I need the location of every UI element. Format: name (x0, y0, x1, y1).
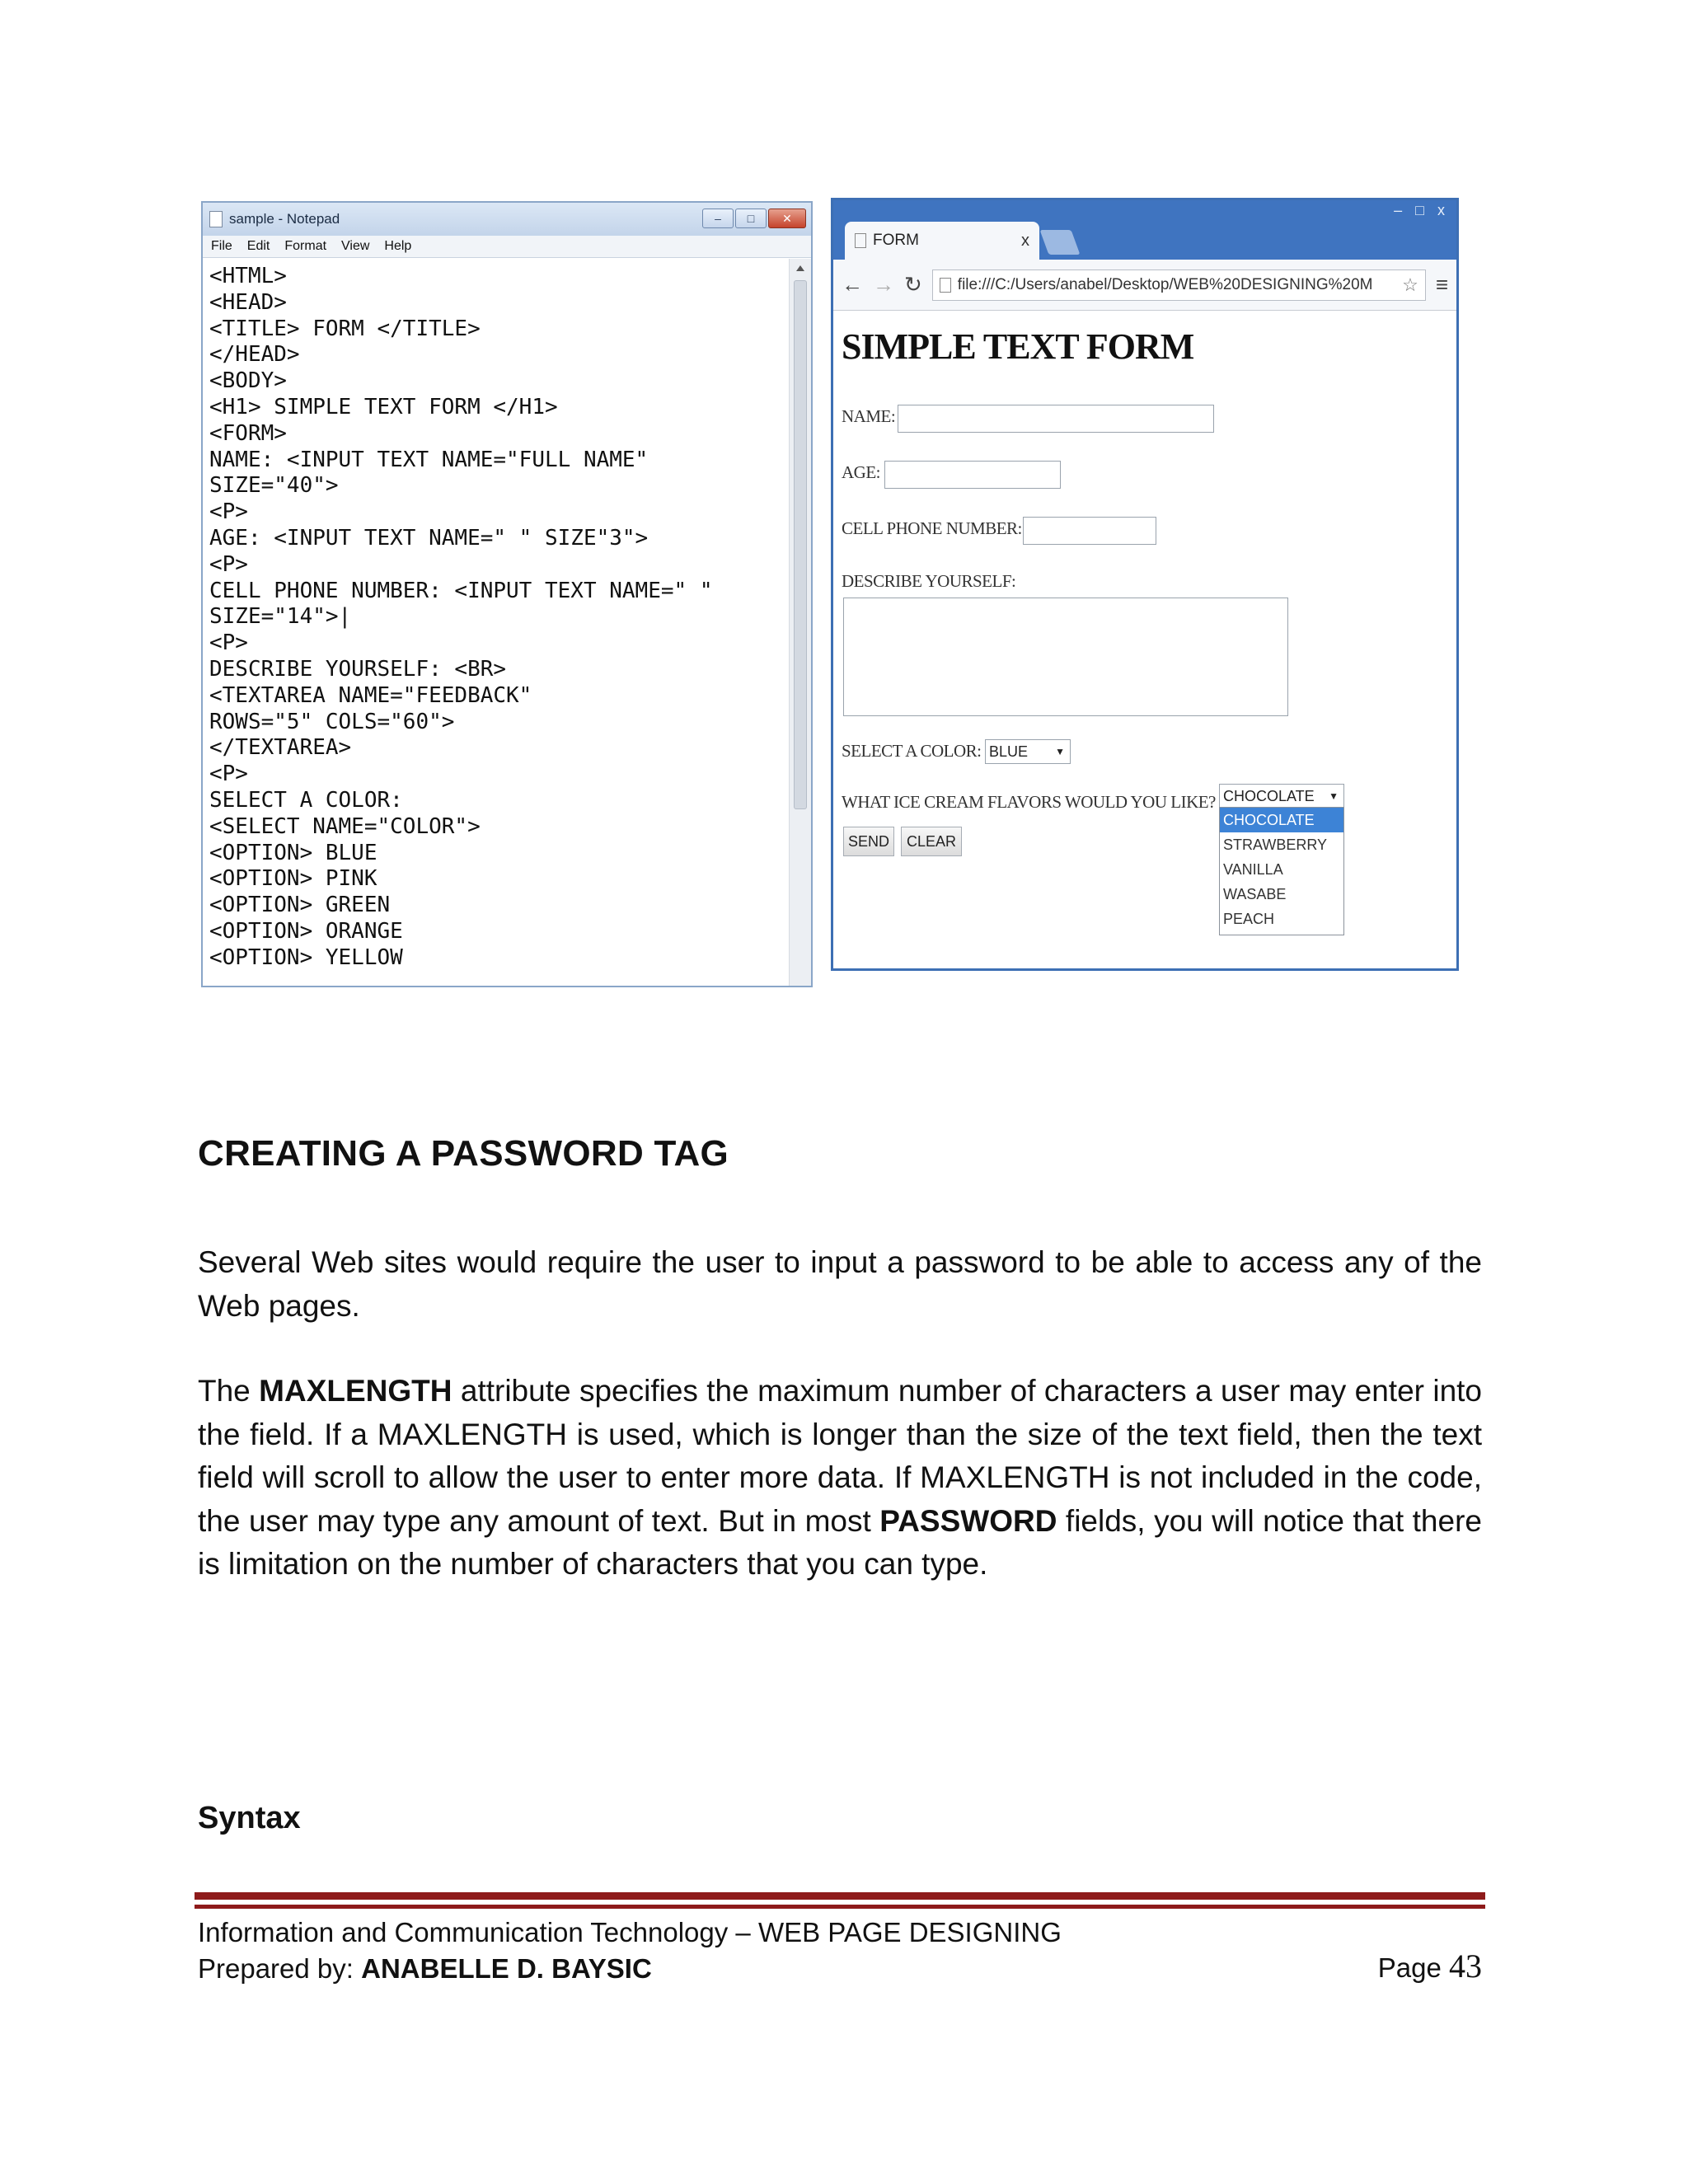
code-line: <HTML> (209, 264, 287, 288)
notepad-scrollbar[interactable] (789, 259, 811, 986)
menu-file[interactable]: File (211, 239, 232, 253)
age-input[interactable] (884, 461, 1061, 489)
cell-phone-input[interactable] (1023, 517, 1156, 545)
code-line: <P> (209, 630, 248, 656)
code-line: DESCRIBE YOURSELF: <BR> (209, 656, 507, 682)
code-line: <SELECT NAME="COLOR"> (209, 813, 481, 839)
flavor-select[interactable] (1219, 784, 1344, 808)
menu-icon[interactable]: ≡ (1435, 272, 1448, 297)
clear-button[interactable]: CLEAR (901, 827, 962, 856)
chevron-down-icon: ▼ (1329, 790, 1339, 802)
color-select[interactable] (985, 739, 1071, 764)
name-label: NAME: (842, 406, 896, 426)
footer-rule-thin (195, 1905, 1485, 1909)
flavor-option[interactable]: CHOCOLATE (1220, 808, 1343, 832)
flavor-select-value: CHOCOLATE (1223, 787, 1315, 804)
form-heading: SIMPLE TEXT FORM (842, 326, 1194, 367)
notepad-window (201, 201, 813, 987)
maxlength-term: MAXLENGTH (259, 1374, 452, 1408)
menu-help[interactable]: Help (384, 239, 412, 253)
browser-tab[interactable] (845, 222, 1039, 260)
name-input[interactable] (898, 405, 1214, 433)
notepad-title-bar (203, 203, 811, 236)
tab-close-icon[interactable]: x (1021, 231, 1029, 250)
flavor-dropdown-list (1219, 807, 1344, 935)
flavor-option[interactable]: VANILLA (1223, 861, 1283, 878)
code-line: CELL PHONE NUMBER: <INPUT TEXT NAME=" " (209, 578, 713, 603)
code-line: <FORM> (209, 420, 287, 446)
code-line: <TEXTAREA NAME="FEEDBACK" (209, 682, 532, 708)
syntax-heading: Syntax (198, 1801, 301, 1835)
text-run: attribute specifies the maximum number of characters a user may enter into the field. If a MAXLENGTH is used, which is longer than the size of the text field, then the text field will scroll to allow the user to enter more data. If MAXLENGTH is not included in the code, the user may type any amount of text. But in most (198, 1374, 1483, 1538)
reload-icon[interactable]: ↻ (904, 272, 922, 297)
code-line: <OPTION> YELLOW (209, 944, 403, 970)
flavor-option[interactable]: PEACH (1223, 911, 1275, 927)
browser-window-controls (1389, 202, 1450, 219)
page-icon (940, 278, 951, 293)
new-tab-button[interactable] (1040, 230, 1081, 255)
minimize-icon[interactable]: – (1394, 202, 1403, 218)
minimize-icon[interactable]: – (702, 209, 734, 228)
code-line: <OPTION> BLUE (209, 840, 377, 865)
cell-phone-label: CELL PHONE NUMBER: (842, 518, 1022, 538)
code-line: SIZE="40"> (209, 473, 339, 499)
text-run: fields, you will notice that there is limitation on the number of characters that you can type. (198, 1503, 1482, 1581)
password-term: PASSWORD (879, 1503, 1057, 1538)
code-line: <TITLE> FORM </TITLE> (209, 316, 481, 341)
back-arrow-icon[interactable]: ← (842, 272, 863, 297)
flavor-option[interactable]: WASABE (1223, 886, 1287, 902)
prepared-label: Prepared by: (198, 1953, 362, 1984)
code-line: <P> (209, 551, 248, 577)
browser-toolbar (833, 260, 1456, 311)
text-run: The (198, 1374, 260, 1408)
url-text: file:///C:/Users/anabel/Desktop/WEB%20DESIGNING%20M (957, 275, 1373, 293)
code-line: <BODY> (209, 368, 287, 394)
page-label: Page (1377, 1952, 1449, 1983)
notepad-menu-bar (203, 236, 811, 258)
color-select-value: BLUE (989, 743, 1029, 760)
code-line: <H1> SIMPLE TEXT FORM </H1> (209, 394, 558, 419)
footer-course-title: Information and Communication Technology – WEB PAGE DESIGNING (198, 1917, 1062, 1947)
document-icon (209, 211, 223, 227)
describe-label: DESCRIBE YOURSELF: (842, 571, 1016, 591)
maximize-icon[interactable]: □ (1415, 202, 1424, 218)
code-line: <P> (209, 762, 248, 787)
code-line: ROWS="5" COLS="60"> (209, 709, 455, 734)
forward-arrow-icon[interactable]: → (873, 272, 894, 297)
code-line: <P> (209, 499, 248, 525)
code-line: <HEAD> (209, 289, 287, 315)
tab-title: FORM (873, 232, 919, 249)
code-line: </HEAD> (209, 342, 300, 368)
code-line: SIZE="14">| (209, 604, 352, 630)
page-number-value: 43 (1449, 1947, 1482, 1985)
paragraph-maxlength (198, 1370, 1482, 1586)
scrollbar-thumb[interactable] (794, 280, 807, 809)
code-line: NAME: <INPUT TEXT NAME="FULL NAME" (209, 447, 649, 472)
describe-textarea[interactable] (843, 598, 1288, 716)
page-icon (855, 233, 866, 248)
section-heading: CREATING A PASSWORD TAG (198, 1133, 729, 1174)
browser-tab-strip (833, 200, 1456, 260)
menu-view[interactable]: View (341, 239, 370, 253)
notepad-title: sample - Notepad (229, 211, 340, 227)
age-label: AGE: (842, 462, 880, 482)
send-button[interactable]: SEND (843, 827, 894, 856)
address-bar[interactable] (932, 269, 1426, 301)
footer-prepared-by (198, 1953, 652, 1985)
code-line: <OPTION> PINK (209, 866, 377, 892)
menu-format[interactable]: Format (284, 239, 327, 253)
flavor-label: WHAT ICE CREAM FLAVORS WOULD YOU LIKE? (842, 792, 1216, 812)
bookmark-star-icon[interactable]: ☆ (1402, 274, 1418, 295)
code-line: </TEXTAREA> (209, 735, 352, 761)
author-name: ANABELLE D. BAYSIC (361, 1953, 652, 1984)
menu-edit[interactable]: Edit (246, 239, 270, 253)
code-line: <OPTION> GREEN (209, 893, 391, 918)
close-icon[interactable]: x (1437, 202, 1445, 218)
page-number (1378, 1947, 1482, 1985)
code-line: <OPTION> ORANGE (209, 918, 403, 944)
code-line: AGE: <INPUT TEXT NAME=" " SIZE"3"> (209, 525, 649, 551)
footer-rule-thick (195, 1892, 1485, 1900)
code-line: SELECT A COLOR: (209, 787, 403, 813)
maximize-icon[interactable]: □ (735, 209, 767, 228)
chevron-down-icon: ▼ (1055, 746, 1065, 757)
notepad-window-controls (702, 209, 806, 228)
color-label: SELECT A COLOR: (842, 741, 982, 761)
browser-window (831, 198, 1459, 971)
scroll-up-icon[interactable] (796, 265, 804, 271)
close-icon[interactable]: ✕ (768, 209, 806, 228)
notepad-text-area[interactable] (203, 259, 790, 986)
flavor-option[interactable]: STRAWBERRY (1223, 837, 1328, 853)
paragraph-intro: Several Web sites would require the user to input a password to be able to access any of the Web pages. (198, 1245, 1482, 1323)
